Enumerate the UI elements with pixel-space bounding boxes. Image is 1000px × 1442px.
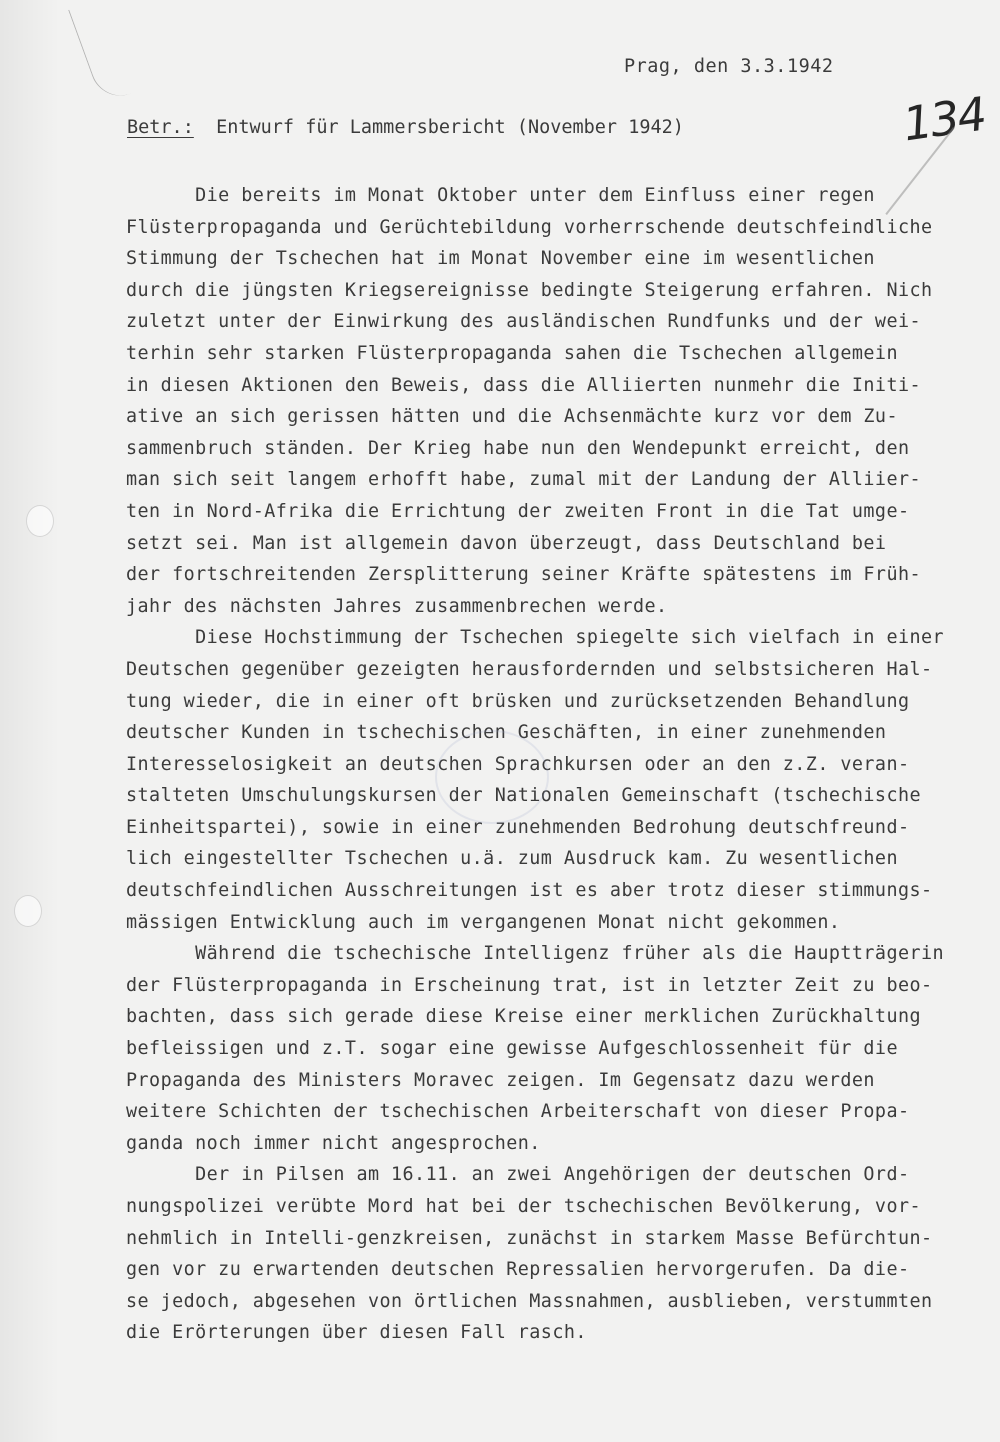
body-line: sammenbruch ständen. Der Krieg habe nun den Wendepunkt erreicht, den (126, 437, 910, 459)
body-line: nungspolizei verübte Mord hat bei der tschechischen Bevölkerung, vor- (126, 1196, 922, 1217)
body-line: lich eingestellter Tschechen u.ä. zum Ausdruck kam. Zu wesentlichen (126, 848, 898, 870)
document-body (126, 180, 1000, 1349)
body-line: der fortschreitenden Zersplitterung seiner Kräfte spätestens im Früh- (126, 564, 922, 586)
body-line: deutscher Kunden in tschechischen Geschäften, in einer zunehmenden (126, 722, 887, 744)
body-line: Propaganda des Ministers Moravec zeigen. Im Gegensatz dazu werden (126, 1069, 875, 1091)
punch-hole-top (26, 505, 54, 537)
punch-hole-bottom (14, 895, 42, 927)
body-line: Flüsterpropaganda und Gerüchtebildung vorherrschende deutschfeindliche (126, 216, 933, 238)
body-line: Einheitspartei), sowie in einer zunehmenden Bedrohung deutschfreund- (126, 816, 910, 838)
body-line: Interesselosigkeit an deutschen Sprachkursen oder an den z.Z. veran- (126, 753, 910, 775)
body-line: setzt sei. Man ist allgemein davon überzeugt, dass Deutschland bei (126, 532, 887, 554)
folio-number: 134 (899, 86, 989, 152)
body-line: Der in Pilsen am 16.11. an zwei Angehörigen der deutschen Ord- (126, 1164, 910, 1186)
body-line: se jedoch, abgesehen von örtlichen Massnahmen, ausblieben, verstummten (126, 1290, 933, 1312)
document-date (624, 56, 834, 77)
body-line: deutschfeindlichen Ausschreitungen ist es aber trotz dieser stimmungs- (126, 880, 933, 902)
body-line: gen vor zu erwartenden deutschen Repressalien hervorgerufen. Da die- (126, 1259, 910, 1281)
corner-mark (68, 0, 141, 104)
body-line: stalteten Umschulungskursen der Nationalen Gemeinschaft (tschechische (126, 785, 922, 807)
body-line: Diese Hochstimmung der Tschechen spiegelte sich vielfach in einer (126, 627, 945, 649)
body-line: bachten, dass sich gerade diese Kreise einer merklichen Zurückhaltung (126, 1006, 922, 1028)
body-line: Deutschen gegenüber gezeigten herausfordernden und selbstsicheren Hal- (126, 658, 933, 680)
body-line: terhin sehr starken Flüsterpropaganda sahen die Tschechen allgemein (126, 342, 898, 364)
body-line: Stimmung der Tschechen hat im Monat November eine im wesentlichen (126, 248, 875, 270)
body-line: der Flüsterpropaganda in Erscheinung trat, ist in letzter Zeit zu beo- (126, 974, 933, 996)
body-line: nehmlich in Intelli-genzkreisen, zunächst in starkem Masse Befürchtun- (126, 1227, 933, 1249)
body-line: ganda noch immer nicht angesprochen. (126, 1132, 541, 1154)
body-line: man sich seit langem erhofft habe, zumal mit der Landung der Alliier- (126, 469, 922, 491)
body-line: zuletzt unter der Einwirkung des ausländischen Rundfunks und der wei- (126, 311, 922, 333)
subject-label: Betr.: (127, 117, 194, 138)
body-line: tung wieder, die in einer oft brüsken und zurücksetzenden Behandlung (126, 690, 910, 712)
faded-stamp (435, 730, 549, 824)
body-line: jahr des nächsten Jahres zusammenbrechen werde. (126, 595, 668, 617)
subject-text: Entwurf für Lammersbericht (November 1942) (216, 117, 684, 138)
body-line: Die bereits im Monat Oktober unter dem Einfluss einer regen (126, 185, 875, 206)
body-line: Während die tschechische Intelligenz früher als die Hauptträgerin (126, 943, 945, 965)
date-value: 3.3.1942 (740, 56, 834, 77)
body-line: in diesen Aktionen den Beweis, dass die Alliierten nunmehr die Initi- (126, 374, 922, 396)
body-line: weitere Schichten der tschechischen Arbeiterschaft von dieser Propa- (126, 1101, 910, 1123)
body-line: die Erörterungen über diesen Fall rasch. (126, 1322, 587, 1344)
subject-line (127, 117, 684, 138)
body-line: mässigen Entwicklung auch im vergangenen Monat nicht gekommen. (126, 911, 841, 933)
body-line: durch die jüngsten Kriegsereignisse bedingte Steigerung erfahren. Nich (126, 279, 933, 301)
body-line: befleissigen und z.T. sogar eine gewisse Aufgeschlossenheit für die (126, 1038, 898, 1060)
body-line: ten in Nord-Afrika die Errichtung der zweiten Front in die Tat umge- (126, 500, 910, 522)
body-line: ative an sich gerissen hätten und die Achsenmächte kurz vor dem Zu- (126, 406, 898, 428)
date-prefix: Prag, den (624, 56, 741, 77)
